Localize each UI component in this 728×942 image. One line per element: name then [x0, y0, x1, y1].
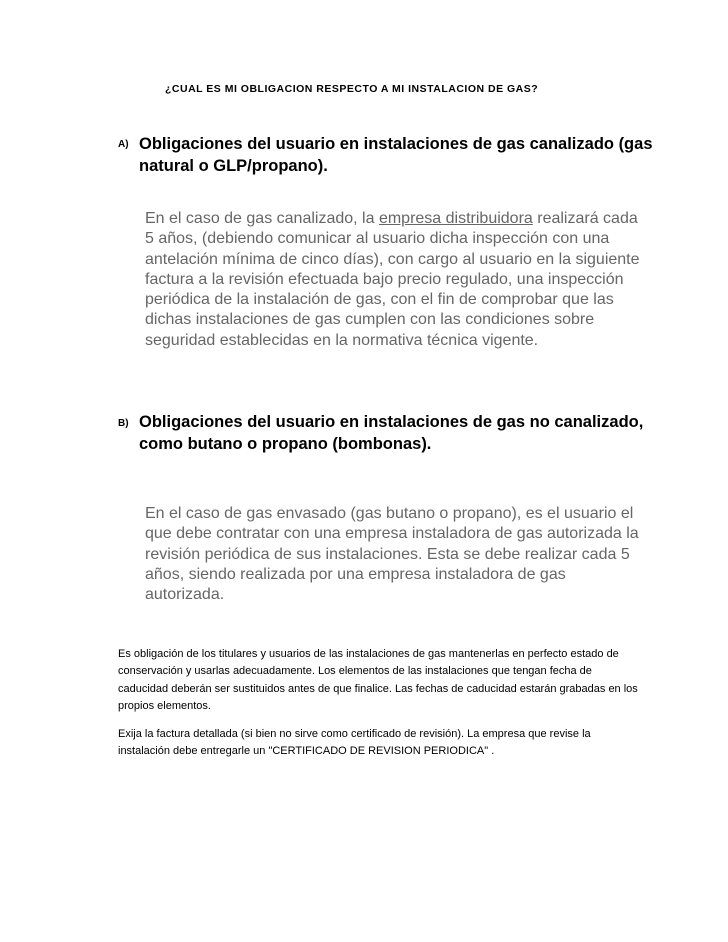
section-a-heading: Obligaciones del usuario en instalaciones de gas canalizado (gas natural o GLP/propano).: [139, 135, 653, 175]
invoice-note: Exija la factura detallada (si bien no sirve como certificado de revisión). La empresa que revise la instalación debe entregarle un "CERTIFICADO DE REVISION PERIODICA" .: [118, 728, 591, 758]
section-a-body-text: En el caso de gas canalizado, la: [145, 210, 379, 227]
section-b-heading: Obligaciones del usuario en instalaciones de gas no canalizado, como butano o propano (bombonas).: [139, 413, 644, 453]
section-a-marker: A): [118, 139, 129, 150]
section-b-marker: B): [118, 418, 129, 429]
section-b-body: En el caso de gas envasado (gas butano o propano), es el usuario el que debe contratar con una empresa instaladora de gas autorizada la revisión periódica de sus instalaciones. Esta se debe realizar cada 5 años, siendo realizada por una empresa instaladora de gas autorizada.: [145, 505, 639, 604]
section-a-body-text-cont: realizará cada 5 años, (debiendo comunicar al usuario dicha inspección con una antelación mínima de cinco días), con cargo al usuario en la siguiente factura a la revisión efectuada bajo precio regulado, una inspección periódica de la instalación de gas, con el fin de comprobar que las dichas instalaciones de gas cumplen con las condiciones sobre seguridad establecidas en la normativa técnica vigente.: [145, 210, 640, 349]
page-title: ¿CUAL ES MI OBLIGACION RESPECTO A MI INSTALACION DE GAS?: [165, 83, 539, 95]
obligation-note: Es obligación de los titulares y usuarios de las instalaciones de gas mantenerlas en perfecto estado de conservación y usarlas adecuadamente. Los elementos de las instalaciones que tengan fecha de caducidad deberán ser sustituidos antes de que finalice. Las fechas de caducidad estarán grabadas en los propios elementos.: [118, 648, 638, 712]
section-a-body: [145, 209, 645, 351]
empresa-distribuidora-link[interactable]: empresa distribuidora: [378, 210, 533, 227]
